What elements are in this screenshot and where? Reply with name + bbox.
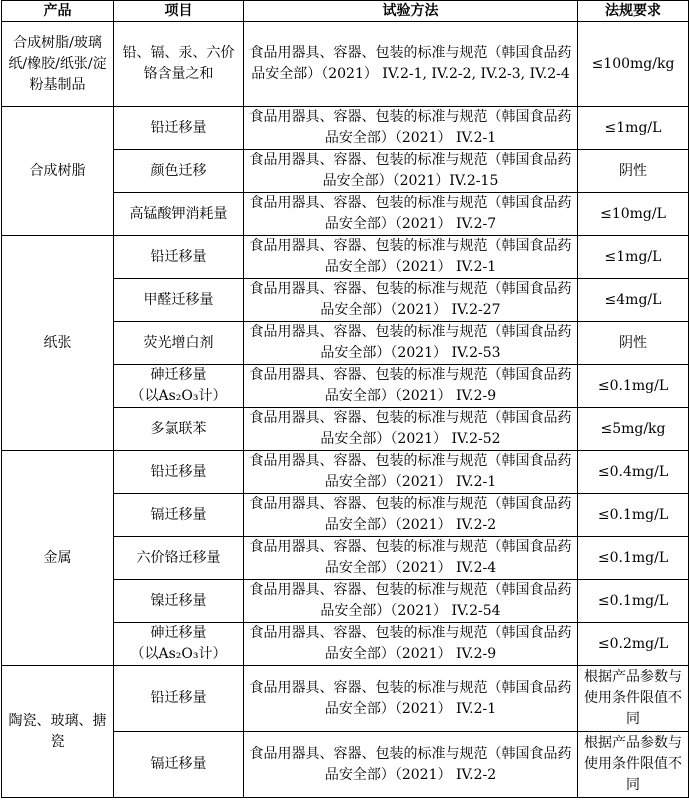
requirement-cell: ≤0.1mg/L [578,494,689,537]
requirement-cell: ≤0.1mg/L [578,365,689,408]
requirement-cell: ≤0.4mg/L [578,451,689,494]
item-cell [114,623,244,666]
item-cell: 镍迁移量 [114,580,244,623]
item-line: 砷迁移量 [150,625,207,641]
method-cell: 食品用器具、容器、包装的标准与规范（韩国食品药品安全部）（2021） IV.2-54 [244,580,578,623]
requirement-cell: ≤0.1mg/L [578,537,689,580]
requirement-cell: 根据产品参数与使用条件限值不同 [578,666,689,732]
method-cell: 食品用器具、容器、包装的标准与规范（韩国食品药品安全部）（2021） IV.2-4 [244,537,578,580]
method-cell: 食品用器具、容器、包装的标准与规范（韩国食品药品安全部）（2021） IV.2-1 [244,451,578,494]
product-cell: 合成树脂 [2,107,114,236]
item-cell: 镉迁移量 [114,732,244,798]
item-cell: 高锰酸钾消耗量 [114,193,244,236]
product-cell: 纸张 [2,236,114,451]
item-cell: 铅迁移量 [114,451,244,494]
item-cell: 镉迁移量 [114,494,244,537]
product-cell: 陶瓷、玻璃、搪瓷 [2,666,114,798]
table-row [2,107,689,150]
method-cell: 食品用器具、容器、包装的标准与规范（韩国食品药品安全部）（2021） IV.2-1 [244,666,578,732]
requirement-cell: ≤4mg/L [578,279,689,322]
item-cell: 颜色迁移 [114,150,244,193]
item-cell: 铅迁移量 [114,666,244,732]
header-method: 试验方法 [244,1,578,22]
header-item: 项目 [114,1,244,22]
method-cell: 食品用器具、容器、包装的标准与规范（韩国食品药品安全部）（2021） IV.2-2 [244,494,578,537]
item-cell: 铅迁移量 [114,107,244,150]
header-product: 产品 [2,1,114,22]
method-cell: 食品用器具、容器、包装的标准与规范（韩国食品药品安全部）（2021） IV.2-27 [244,279,578,322]
requirement-cell: ≤0.1mg/L [578,580,689,623]
requirement-cell: 阴性 [578,150,689,193]
method-cell: 食品用器具、容器、包装的标准与规范（韩国食品药品安全部）（2021） IV.2-7 [244,193,578,236]
requirement-cell: ≤5mg/kg [578,408,689,451]
table-row [2,236,689,279]
requirement-cell: ≤100mg/kg [578,22,689,107]
item-cell: 甲醛迁移量 [114,279,244,322]
item-note: （以As₂O₃计） [130,388,227,404]
item-cell: 多氯联苯 [114,408,244,451]
requirement-cell: ≤1mg/L [578,107,689,150]
requirement-cell: ≤1mg/L [578,236,689,279]
method-cell: 食品用器具、容器、包装的标准与规范（韩国食品药品安全部）（2021） IV.2-9 [244,365,578,408]
header-row [2,1,689,22]
item-cell: 六价铬迁移量 [114,537,244,580]
item-cell: 铅、镉、汞、六价铬含量之和 [114,22,244,107]
method-cell: 食品用器具、容器、包装的标准与规范（韩国食品药品安全部）（2021）IV.2-15 [244,150,578,193]
product-cell: 金属 [2,451,114,666]
method-cell: 食品用器具、容器、包装的标准与规范（韩国食品药品安全部）（2021） IV.2-1 [244,236,578,279]
header-requirement: 法规要求 [578,1,689,22]
regulation-table [1,0,689,798]
requirement-cell: 阴性 [578,322,689,365]
table-row [2,666,689,732]
item-cell: 荧光增白剂 [114,322,244,365]
product-cell: 合成树脂/玻璃纸/橡胶/纸张/淀粉基制品 [2,22,114,107]
table-row [2,451,689,494]
method-cell: 食品用器具、容器、包装的标准与规范（韩国食品药品安全部）（2021） IV.2-1, IV.2-2, IV.2-3, IV.2-4 [244,22,578,107]
item-note: （以As₂O₃计） [130,646,227,662]
method-cell: 食品用器具、容器、包装的标准与规范（韩国食品药品安全部）（2021） IV.2-9 [244,623,578,666]
requirement-cell: 根据产品参数与使用条件限值不同 [578,732,689,798]
item-cell [114,365,244,408]
table-row [2,22,689,107]
method-cell: 食品用器具、容器、包装的标准与规范（韩国食品药品安全部）（2021） IV.2-2 [244,732,578,798]
requirement-cell: ≤0.2mg/L [578,623,689,666]
method-cell: 食品用器具、容器、包装的标准与规范（韩国食品药品安全部）（2021） IV.2-1 [244,107,578,150]
item-line: 砷迁移量 [150,367,207,383]
requirement-cell: ≤10mg/L [578,193,689,236]
item-cell: 铅迁移量 [114,236,244,279]
method-cell: 食品用器具、容器、包装的标准与规范（韩国食品药品安全部）（2021） IV.2-53 [244,322,578,365]
method-cell: 食品用器具、容器、包装的标准与规范（韩国食品药品安全部）（2021） IV.2-52 [244,408,578,451]
